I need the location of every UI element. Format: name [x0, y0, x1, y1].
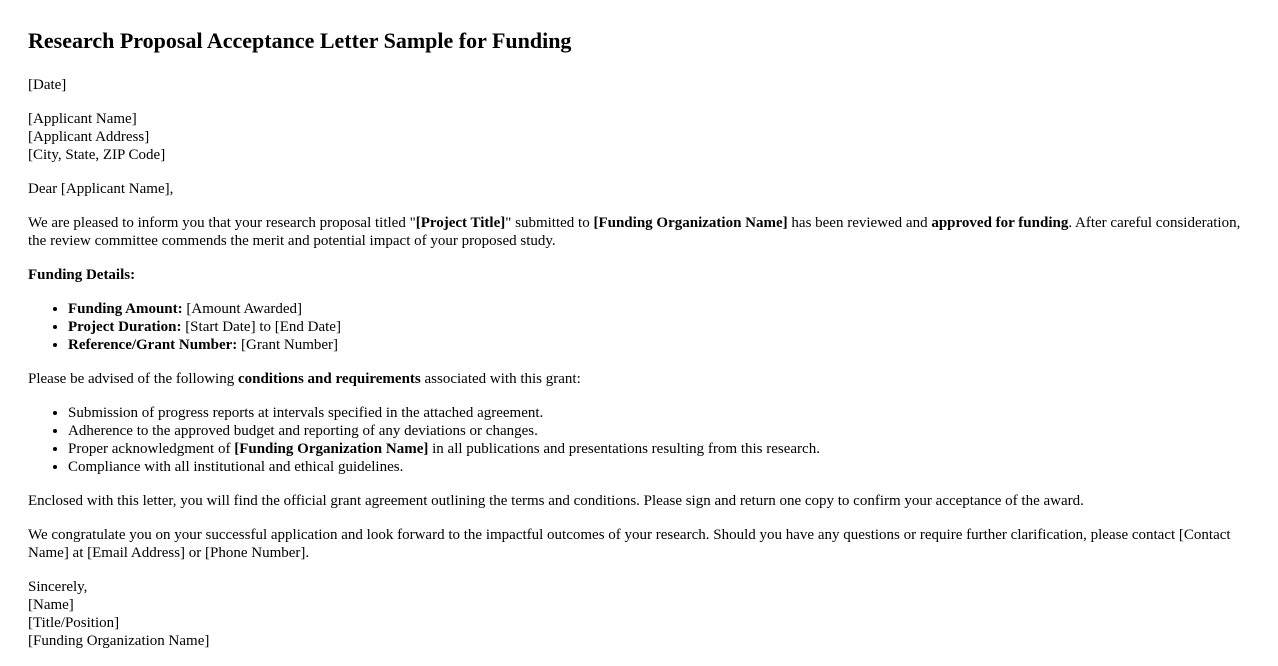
project-title: [Project Title]	[415, 215, 506, 231]
project-duration-value: [Start Date] to [End Date]	[181, 319, 341, 335]
recipient-block	[28, 110, 1250, 164]
signer-name: [Name]	[28, 597, 74, 613]
funding-organization: [Funding Organization Name]	[593, 215, 788, 231]
intro-text-2: " submitted to	[505, 215, 594, 231]
conditions-intro	[28, 370, 1250, 388]
funding-details-heading	[28, 266, 1250, 284]
list-item: • Submission of progress reports at intervals specified in the attached agreement.	[68, 404, 1250, 422]
list-item	[68, 300, 1250, 318]
recipient-name: [Applicant Name]	[28, 111, 137, 127]
condition-3-org: [Funding Organization Name]	[234, 441, 429, 457]
project-duration-label: Project Duration:	[68, 319, 182, 335]
letter-document	[28, 28, 1250, 666]
closing-paragraph: We congratulate you on your successful application and look forward to the impactful outcomes of your research. Should you have any questions or require further clarification, please contact [Contact Name] at [Email Address] or [Phone Number].	[28, 527, 1231, 561]
intro-text-3: has been reviewed and	[787, 215, 932, 231]
signer-organization: [Funding Organization Name]	[28, 633, 210, 649]
conditions-intro-text-1: Please be advised of the following	[28, 371, 238, 387]
conditions-list	[28, 404, 1250, 476]
funding-amount-label: Funding Amount:	[68, 301, 183, 317]
funding-details-list	[28, 300, 1250, 354]
grant-number-value: [Grant Number]	[237, 337, 339, 353]
grant-number-label: Reference/Grant Number:	[68, 337, 238, 353]
condition-3-pre: Proper acknowledgment of	[68, 441, 235, 457]
salutation: Dear [Applicant Name],	[28, 181, 174, 197]
condition-3-post: in all publications and presentations resulting from this research.	[428, 441, 820, 457]
list-item	[68, 318, 1250, 336]
intro-text-4: . After careful consideration, the review committee commends the merit and potential impact of your proposed study.	[28, 215, 1241, 249]
funding-amount-value: [Amount Awarded]	[182, 301, 303, 317]
list-item: • Adherence to the approved budget and reporting of any deviations or changes.	[68, 422, 1250, 440]
list-item: • Compliance with all institutional and ethical guidelines.	[68, 458, 1250, 476]
letter-date: [Date]	[28, 77, 67, 93]
conditions-intro-bold: conditions and requirements	[237, 371, 421, 387]
closing-word: Sincerely,	[28, 579, 88, 595]
list-item	[68, 440, 1250, 458]
approved-for-funding: approved for funding	[931, 215, 1069, 231]
signer-title: [Title/Position]	[28, 615, 120, 631]
intro-paragraph	[28, 214, 1250, 250]
page-title: Research Proposal Acceptance Letter Sample for Funding	[28, 28, 572, 53]
conditions-intro-text-2: associated with this grant:	[420, 371, 581, 387]
list-item	[68, 336, 1250, 354]
intro-text-1: We are pleased to inform you that your research proposal titled "	[28, 215, 416, 231]
recipient-city-line: [City, State, ZIP Code]	[28, 147, 166, 163]
signature-block	[28, 578, 1250, 650]
funding-details-heading-text: Funding Details:	[28, 267, 136, 283]
enclosed-paragraph: Enclosed with this letter, you will find the official grant agreement outlining the terms and conditions. Please sign and return one copy to confirm your acceptance of the award.	[28, 493, 1084, 509]
recipient-address: [Applicant Address]	[28, 129, 150, 145]
